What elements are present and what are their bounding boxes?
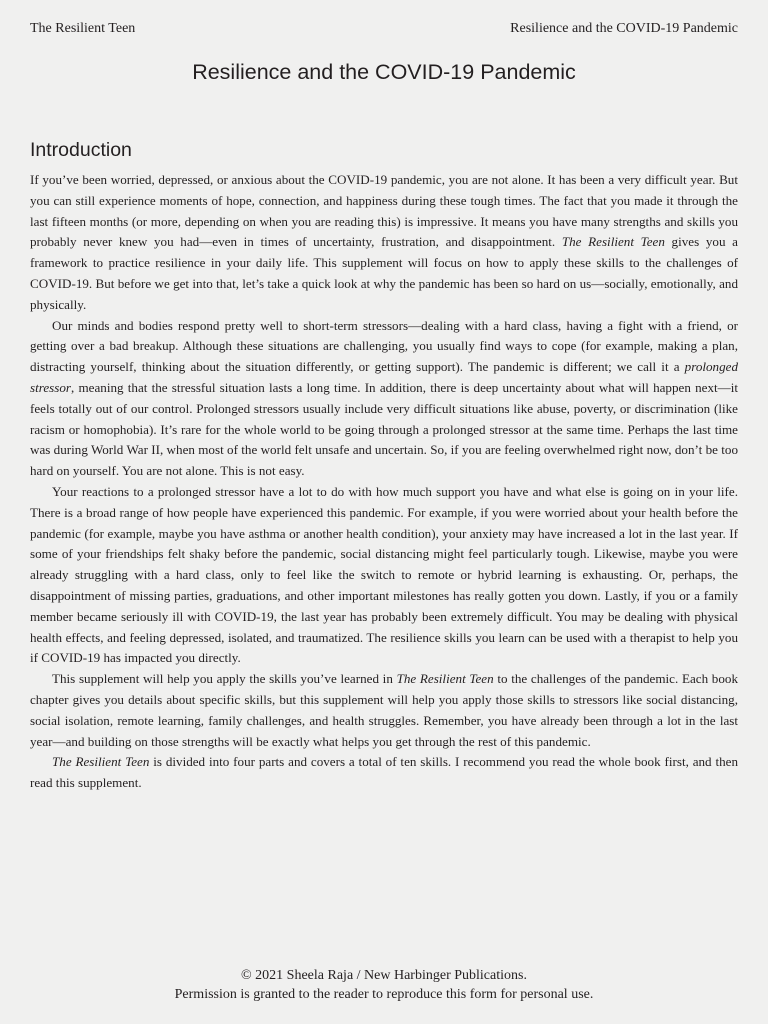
running-header-book-title: The Resilient Teen [30,21,136,36]
book-title-reference: The Resilient Teen [52,754,150,770]
paragraph-4-text-b: to the challenges of the pandemic. Each book chapter gives you details about specific skills, but this supplement will help you apply those skills to stressors like social distancing, social isolation, remote learning, family challenges, and health struggles. Remember, you have already been through a lot in the last year—and building on those strengths will be exactly what helps you get through the rest of this pandemic. [30,671,738,749]
book-title-reference: The Resilient Teen [396,671,494,687]
paragraph-2-text-a: Our minds and bodies respond pretty well to short-term stressors—dealing with a hard class, having a fight with a friend, or getting over a bad breakup. Although these situations are challenging, you usually find ways to cope (for example, making a plan, distracting yourself, thinking about the situation differently, or getting support). The pandemic is different; we call it a [30,317,738,375]
paragraph-2 [30,316,738,482]
book-title-reference: The Resilient Teen [561,234,665,250]
prolonged-stressor-term: prolonged stressor [30,359,738,395]
section-heading-introduction: Introduction [30,139,132,161]
paragraph-1-text-a: If you’ve been worried, depressed, or anxious about the COVID-19 pandemic, you are not alone. It has been a very difficult year. But you can still experience moments of hope, connection, and happiness during these tough times. The fact that you made it through the last fifteen months (or more, depending on when you are reading this) is impressive. It means you have many strengths and skills you probably never knew you had—even in times of uncertainty, frustration, and disappointment. [30,172,738,250]
running-header [30,20,738,38]
paragraph-5-text-b: is divided into four parts and covers a total of ten skills. I recommend you read the whole book first, and then read this supplement. [30,754,738,791]
paragraph-2-text-b: , meaning that the stressful situation lasts a long time. In addition, there is deep uncertainty about what will happen next—it feels totally out of our control. Prolonged stressors usually include very difficult situations like abuse, poverty, or discrimination (like racism or homophobia). It’s rare for the whole world to be going through a prolonged stressor at the same time. Perhaps the last time was during World War II, when most of the world felt unsafe and uncertain. So, if you are feeling overwhelmed right now, don’t be too hard on yourself. You are not alone. This is not easy. [30,379,738,479]
permission-notice: Permission is granted to the reader to reproduce this form for personal use. [174,987,594,1002]
paragraph-1 [30,170,738,316]
paragraph-5 [30,752,738,794]
paragraph-4-text-a: This supplement will help you apply the skills you’ve learned in [52,671,397,687]
body-text [30,170,738,794]
paragraph-3: Your reactions to a prolonged stressor have a lot to do with how much support you have and what else is going on in your life. There is a broad range of how people have experienced this pandemic. For example, if you were worried about your health before the pandemic (for example, maybe you have asthma or another health condition), your anxiety may have increased a lot in the last year. If some of your friendships felt shaky before the pandemic, social distancing might feel particularly tough. Likewise, maybe you were already struggling with a hard class, only to feel like the switch to remote or hybrid learning is exhausting. Or, perhaps, the disappointment of missing parties, graduations, and other important milestones has really gotten you down. Lastly, if you or a family member became seriously ill with COVID-19, the last year has probably been extremely difficult. You may be dealing with physical health effects, and feeling depressed, isolated, and traumatized. The resilience skills you learn can be used with a therapist to help you if COVID-19 has impacted you directly. [30,483,738,666]
paragraph-4 [30,669,738,752]
page-title: Resilience and the COVID-19 Pandemic [192,60,576,84]
running-header-chapter-title: Resilience and the COVID-19 Pandemic [510,21,738,36]
copyright-notice: © 2021 Sheela Raja / New Harbinger Publications. [241,968,527,983]
page-footer [0,966,768,1004]
paragraph-1-text-b: gives you a framework to practice resilience in your daily life. This supplement will focus on how to apply these skills to the challenges of COVID-19. But before we get into that, let’s take a quick look at why the pandemic has been so hard on us—socially, emotionally, and physically. [30,234,738,312]
